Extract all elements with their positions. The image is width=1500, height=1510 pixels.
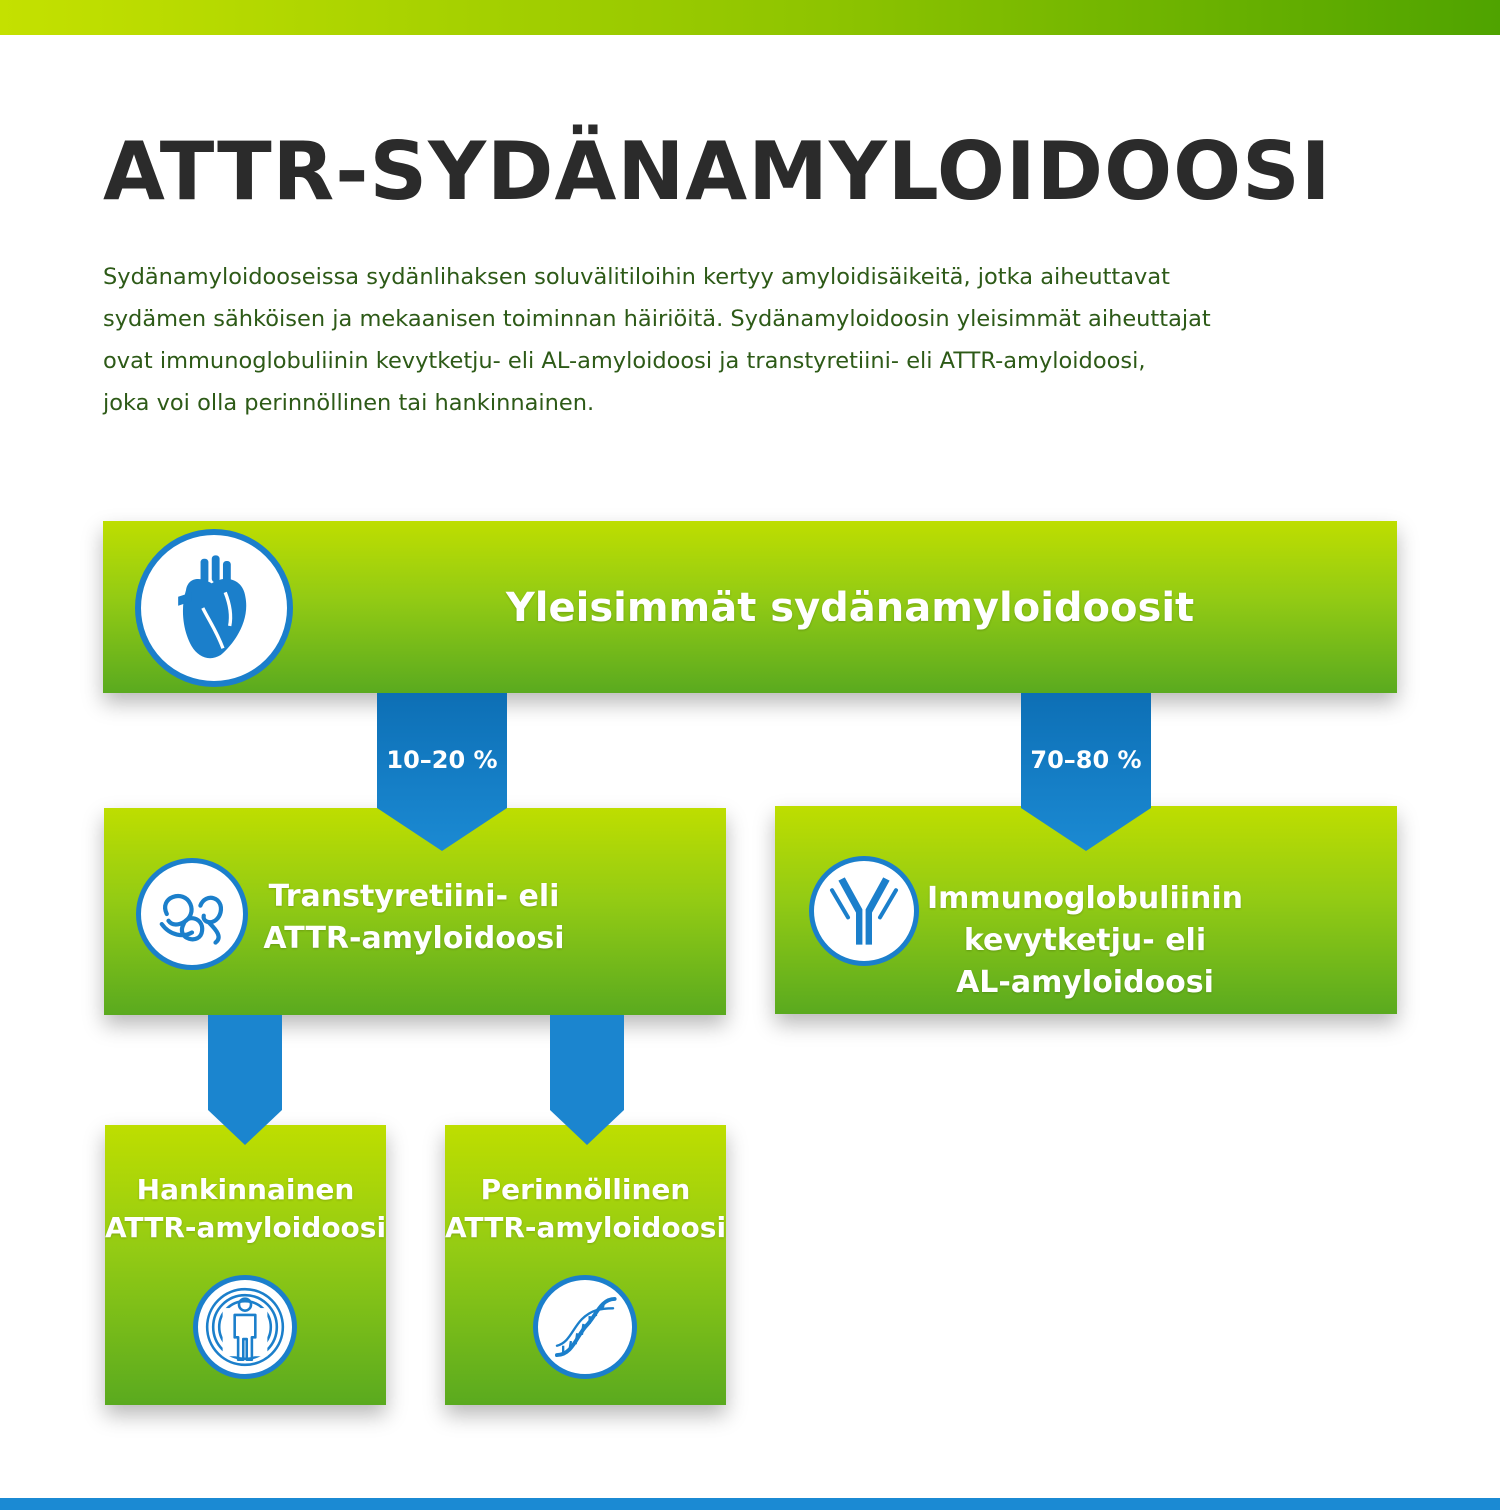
intro-line: Sydänamyloidooseissa sydänlihaksen soluvälitiloihin kertyy amyloidisäikeitä, jotka aiheuttavat: [103, 264, 1170, 290]
hereditary-icon-circle: [533, 1275, 637, 1379]
al-label-line: Immunoglobuliinin: [926, 881, 1244, 916]
acquired-icon-circle: [193, 1275, 297, 1379]
root-icon-circle: [135, 529, 293, 687]
hereditary-box: [445, 1125, 726, 1405]
protein-fold-icon: [150, 872, 234, 956]
attr-label: [254, 876, 574, 960]
attr-label-line: ATTR-amyloidoosi: [263, 921, 565, 956]
connector-hereditary: [548, 1015, 626, 1147]
page-title: ATTR-SYDÄNAMYLOIDOOSI: [103, 125, 1332, 218]
al-icon-circle: [809, 856, 919, 966]
bottom-accent-bar: [0, 1498, 1500, 1510]
intro-line: joka voi olla perinnöllinen tai hankinnainen.: [103, 390, 595, 416]
dna-icon: [546, 1288, 624, 1366]
person-icon: [202, 1284, 288, 1370]
heart-icon: [158, 552, 270, 664]
intro-line: sydämen sähköisen ja mekaanisen toiminnan häiriöitä. Sydänamyloidoosin yleisimmät aiheuttajat: [103, 306, 1211, 332]
antibody-icon: [824, 871, 904, 951]
root-label: Yleisimmät sydänamyloidoosit: [505, 585, 1195, 631]
intro-paragraph: [103, 256, 1403, 424]
acquired-box: [105, 1125, 386, 1405]
top-accent-bar: [0, 0, 1500, 35]
root-box: [103, 521, 1397, 693]
hereditary-label-line: Perinnöllinen: [480, 1173, 691, 1206]
al-label: [925, 878, 1245, 1004]
al-label-line: AL-amyloidoosi: [956, 965, 1214, 1000]
hereditary-label: [445, 1171, 726, 1247]
acquired-label-line: ATTR-amyloidoosi: [105, 1211, 387, 1244]
attr-label-line: Transtyretiini- eli: [268, 879, 560, 914]
hereditary-label-line: ATTR-amyloidoosi: [445, 1211, 727, 1244]
intro-line: ovat immunoglobuliinin kevytketju- eli AL-amyloidoosi ja transtyretiini- eli ATTR-amyloidoosi,: [103, 348, 1146, 374]
share-attr: 10–20 %: [386, 746, 498, 774]
acquired-label-line: Hankinnainen: [136, 1173, 355, 1206]
al-label-line: kevytketju- eli: [963, 923, 1207, 958]
attr-icon-circle: [136, 858, 248, 970]
acquired-label: [105, 1171, 386, 1247]
share-al: 70–80 %: [1030, 746, 1142, 774]
connector-acquired: [206, 1015, 284, 1147]
